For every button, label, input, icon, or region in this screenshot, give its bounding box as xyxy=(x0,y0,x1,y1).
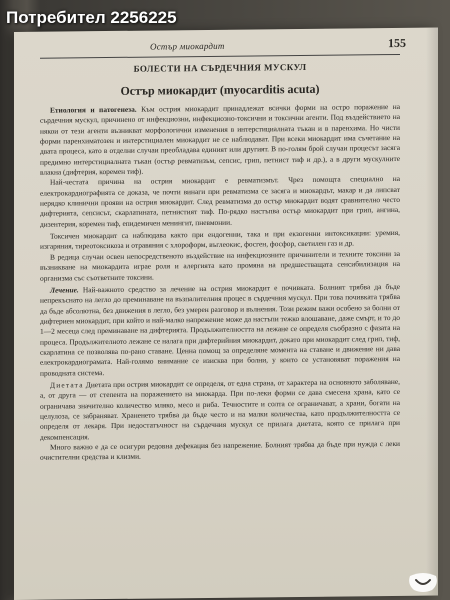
paragraph-text: Много важно е да се осигури редовна дефекация без напрежение. Болният трябва да бъде при нужда с леки очистителни средства и клизми. xyxy=(40,438,400,463)
paragraph-text: Към острия миокардит принадлежат всички форми на остро поражение на сърдечния мускул, причинено от инфекциозни, инфекциозно-токсични и токсични агенти. Под въздействието на някои от тези агенти възникват морфологични изменения в интерстициалната тъкан и в паренхима. Но чисти форми паренхиматозен и интерстициален миокардит не се наблюдават. При всеки миокардит има съчетание на двата процеса, като в отделни случаи преобладава единият или другият. В по-голям брой случаи процесът засяга предимно интерстициалната тъкан (остър ревматизъм, сепсис, грип, петнист тиф и др.), а в други мускулните влакна (дифтерия, коремен тиф). xyxy=(40,101,400,177)
page-shadow-edge xyxy=(426,28,438,596)
paragraph-etiology xyxy=(40,102,400,178)
paragraph-lead: Лечение. xyxy=(50,285,79,295)
paragraph-text: Най-важното средство за лечение на острия миокардит е почивката. Болният трябва да бъде непрекъснато на легло до преминаване на възпалителния процес в сърдечния мускул. При това почивката трябва да бъде абсолютна, без движения в легло, без умерен разговор и вълнения. Този режим важи особено за болни от дифтериен миокардит, при който и най-малко напрежение може да настъпи тежко влошаване, даже смърт, и то до 1—2 месеца след преминаване на дифтерията. Продължителността на лежане се определя съобразно с фазата на процеса. Продължителното лежане се налага при дифтерийния миокардит, докато при миокардит след грип, тиф, скарлатина се позволява по-рано ставане. Ценна помощ за определяне момента на ставане и движение ни дава електрокардиограмата. Най-голямо внимание се изисква при болни, у които се установяват поражения на проводната система. xyxy=(40,281,400,378)
paragraph-lead: Диетата xyxy=(50,380,84,390)
bazar-logo-icon xyxy=(406,568,440,594)
paragraph-allergy xyxy=(40,249,400,284)
running-title: Остър миокардит xyxy=(150,40,225,52)
paragraph-lead: Етиология и патогенеза. xyxy=(50,104,137,115)
user-watermark: Потребител 2256225 xyxy=(6,8,177,27)
paragraph-rheumatism xyxy=(40,174,400,229)
page-content xyxy=(40,35,406,463)
paragraph-text: В редица случаи освен непосредственото въздействие на инфекциозните причинители и техните токсини за възникване на миокардита играе роля и алергията като промяна на предшестващата сенсибилизация на организма със съответните токсини. xyxy=(40,248,400,283)
paragraph-treatment xyxy=(40,282,400,379)
section-title: БОЛЕСТИ НА СЪРДЕЧНИЯ МУСКУЛ xyxy=(133,61,307,74)
page-number: 155 xyxy=(388,35,406,51)
paragraph-defecation xyxy=(40,439,400,463)
paragraph-diet xyxy=(40,377,400,443)
chapter-title: Остър миокардит (myocarditis acuta) xyxy=(120,81,320,98)
paragraph-text: Токсичен миокардит са наблюдава както при ендогенни, така и при екзогенни интоксикации: уремия, изгаряния, тиреотоксикоза и отравяния с хлороформ, въглеокис, фосген, фосфор, светилен газ и др. xyxy=(40,228,400,252)
paragraph-text: Диетата при острия миокардит се определя, от една страна, от характера на основното заболяване, а, от друга — от степента на поражението на миокарда. При по-леки форми се дава смесена храна, като се ограничава значително количество мляко, месо и риба. Течностите и солта се ограничават, а храни, богати на целулоза, се забраняват. Храненето трябва да бъде често и на малки количества, като продължителността се определя от лекаря. При недостатъчност на сърдечния мускул се прилага диетата, която се прилага при декомпенсация. xyxy=(40,376,400,442)
running-head xyxy=(40,35,406,59)
paragraph-text: Най-честата причина на острия миокардит е ревматизмът. Чрез помощта специално на електрокардиографията се доказа, че почти винаги при ревматизма се засяга и миокардът, макар и да липсват нерядко клинични прояви на острия миокардит. След ревматизма до остър миокардит водят сравнително често дифтерията, сепсисът, скарлатината, петнистият тиф. По-рядко настъпва остър миокардит при грип, ангина, дизентерия, коремен тиф, епидемичен менингит, пневмонии. xyxy=(40,174,400,229)
book-page xyxy=(14,28,438,600)
